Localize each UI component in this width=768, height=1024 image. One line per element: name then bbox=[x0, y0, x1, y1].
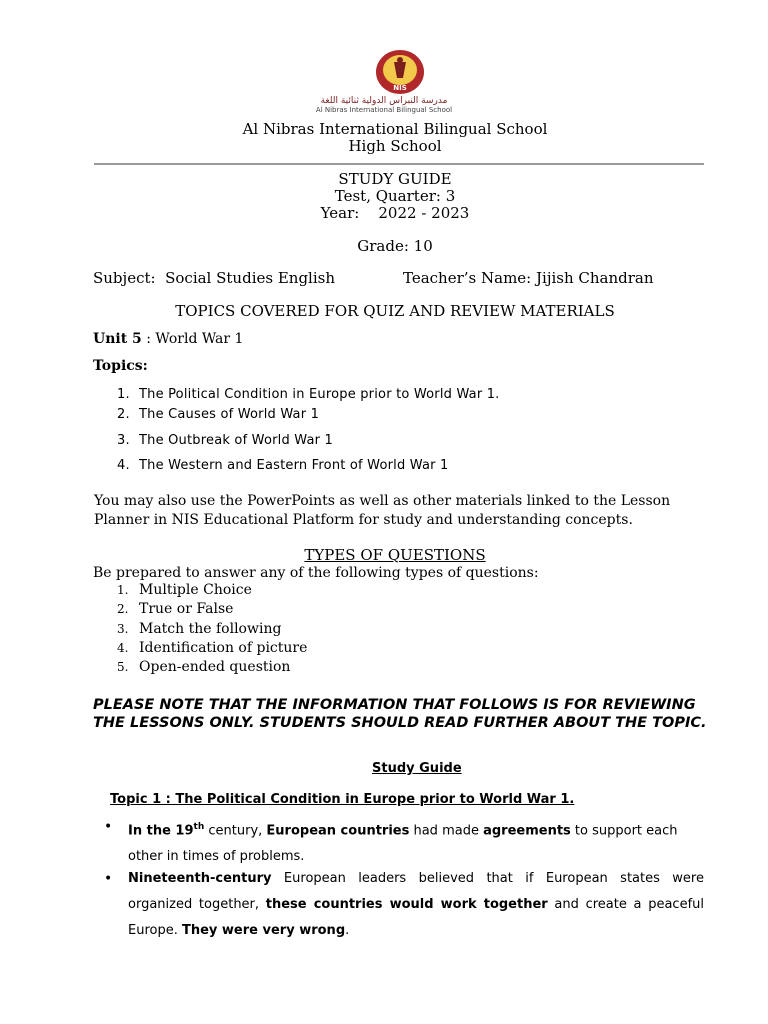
logo-english-name: Al Nibras International Bilingual School bbox=[315, 106, 453, 114]
study-bullet-1: In the 19th century, European countries had made agreements to support each other in times of problems. bbox=[128, 822, 678, 865]
question-type-item: 5. Open-ended question bbox=[117, 659, 291, 675]
teacher-name: Teacher’s Name: Jijish Chandran bbox=[403, 269, 654, 287]
doc-title: STUDY GUIDE bbox=[338, 170, 452, 188]
study-guide-heading: Study Guide bbox=[372, 761, 462, 776]
topic-item: 3. The Outbreak of World War 1 bbox=[117, 433, 334, 448]
materials-note: You may also use the PowerPoints as well as other materials linked to the Lesson Planner in NIS Educational Platform for study and understanding concepts. bbox=[94, 493, 671, 528]
disclaimer-note: PLEASE NOTE THAT THE INFORMATION THAT FOLLOWS IS FOR REVIEWING THE LESSONS ONLY. STUDENTS SHOULD READ FURTHER ABOUT THE TOPIC. bbox=[93, 697, 707, 731]
question-type-item: 1. Multiple Choice bbox=[117, 582, 252, 598]
topic-item: 2. The Causes of World War 1 bbox=[117, 407, 320, 422]
topic-item: 4. The Western and Eastern Front of World War 1 bbox=[117, 458, 449, 473]
bullet-dot: • bbox=[104, 819, 113, 835]
question-type-item: 3. Match the following bbox=[117, 621, 282, 637]
test-quarter: Test, Quarter: 3 bbox=[334, 187, 456, 205]
logo-badge: NIS bbox=[393, 84, 407, 92]
question-type-item: 4. Identification of picture bbox=[117, 640, 308, 656]
school-division: High School bbox=[348, 137, 442, 155]
subject: Subject: Social Studies English bbox=[93, 269, 335, 287]
question-types-intro: Be prepared to answer any of the following types of questions: bbox=[93, 565, 539, 581]
topic-item: 1. The Political Condition in Europe prior to World War 1. bbox=[117, 387, 500, 402]
school-year: Year: 2022 - 2023 bbox=[320, 204, 470, 222]
unit-line: Unit 5 : World War 1 bbox=[93, 331, 244, 347]
topic-1-title: Topic 1 : The Political Condition in Europe prior to World War 1. bbox=[110, 792, 575, 807]
logo-arabic-name: مدرسة النبراس الدولية ثنائية اللغة bbox=[320, 96, 448, 106]
topics-heading: TOPICS COVERED FOR QUIZ AND REVIEW MATERIALS bbox=[175, 302, 615, 320]
bullet-dot: • bbox=[104, 871, 113, 887]
school-logo bbox=[372, 48, 428, 96]
school-name: Al Nibras International Bilingual School bbox=[242, 120, 548, 138]
topics-label: Topics: bbox=[93, 358, 148, 374]
study-bullet-2: Nineteenth-century European leaders believed that if European states were organized together, these countries would work together and create a peaceful Europe. They were very wrong. bbox=[128, 871, 705, 938]
question-types-heading: TYPES OF QUESTIONS bbox=[304, 546, 486, 564]
question-type-item: 2. True or False bbox=[117, 601, 234, 617]
grade: Grade: 10 bbox=[357, 237, 433, 255]
header-divider bbox=[94, 163, 704, 165]
